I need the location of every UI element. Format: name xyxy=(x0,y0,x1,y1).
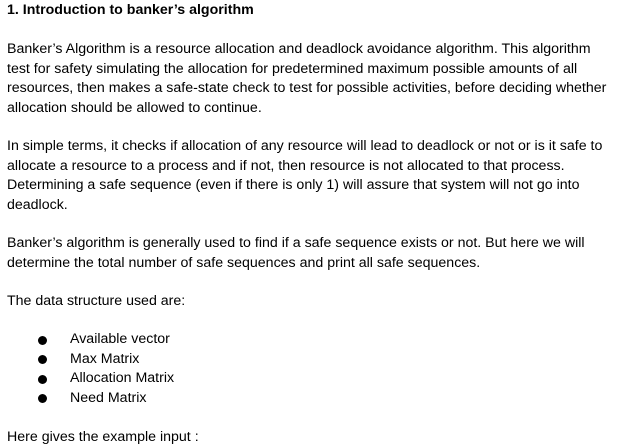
paragraph-line: allocation should be allowed to continue. xyxy=(7,99,262,116)
bullet-icon xyxy=(38,336,47,345)
section-heading: 1. Introduction to banker’s algorithm xyxy=(7,2,254,18)
list-item-label: Need Matrix xyxy=(70,389,147,406)
bullet-icon xyxy=(38,355,47,364)
paragraph-line: Banker’s algorithm is generally used to find if a safe sequence exists or not. But here we will xyxy=(7,235,585,251)
paragraph-line: allocate a resource to a process and if not, then resource is not allocated to that process. xyxy=(7,157,565,174)
list-item-label: Max Matrix xyxy=(70,350,140,367)
paragraph-simple-terms xyxy=(7,137,629,215)
paragraph-line: In simple terms, it checks if allocation of any resource will lead to deadlock or not or is it safe to xyxy=(7,138,603,154)
paragraph-example-input xyxy=(7,428,629,448)
list-item-label: Allocation Matrix xyxy=(70,370,175,386)
paragraph-safe-sequences xyxy=(7,234,629,273)
paragraph-line: resources, then makes a safe-state check to test for possible activities, before deciding whether xyxy=(7,80,607,96)
paragraph-data-structures xyxy=(7,292,629,312)
paragraph-introduction xyxy=(7,40,629,118)
bullet-icon xyxy=(38,375,47,384)
paragraph-line: Here gives the example input : xyxy=(7,429,199,445)
paragraph-line: determine the total number of safe sequences and print all safe sequences. xyxy=(7,254,481,271)
paragraph-line: test for safety simulating the allocation for predetermined maximum possible amounts of all xyxy=(7,60,578,77)
bullet-icon xyxy=(38,394,47,403)
paragraph-line: The data structure used are: xyxy=(7,293,186,309)
paragraph-line: Determining a safe sequence (even if there is only 1) will assure that system will not go into xyxy=(7,177,580,193)
paragraph-line: Banker’s Algorithm is a resource allocation and deadlock avoidance algorithm. This algorithm xyxy=(7,41,591,57)
list-item-label: Available vector xyxy=(70,331,170,347)
paragraph-line: deadlock. xyxy=(7,196,68,213)
